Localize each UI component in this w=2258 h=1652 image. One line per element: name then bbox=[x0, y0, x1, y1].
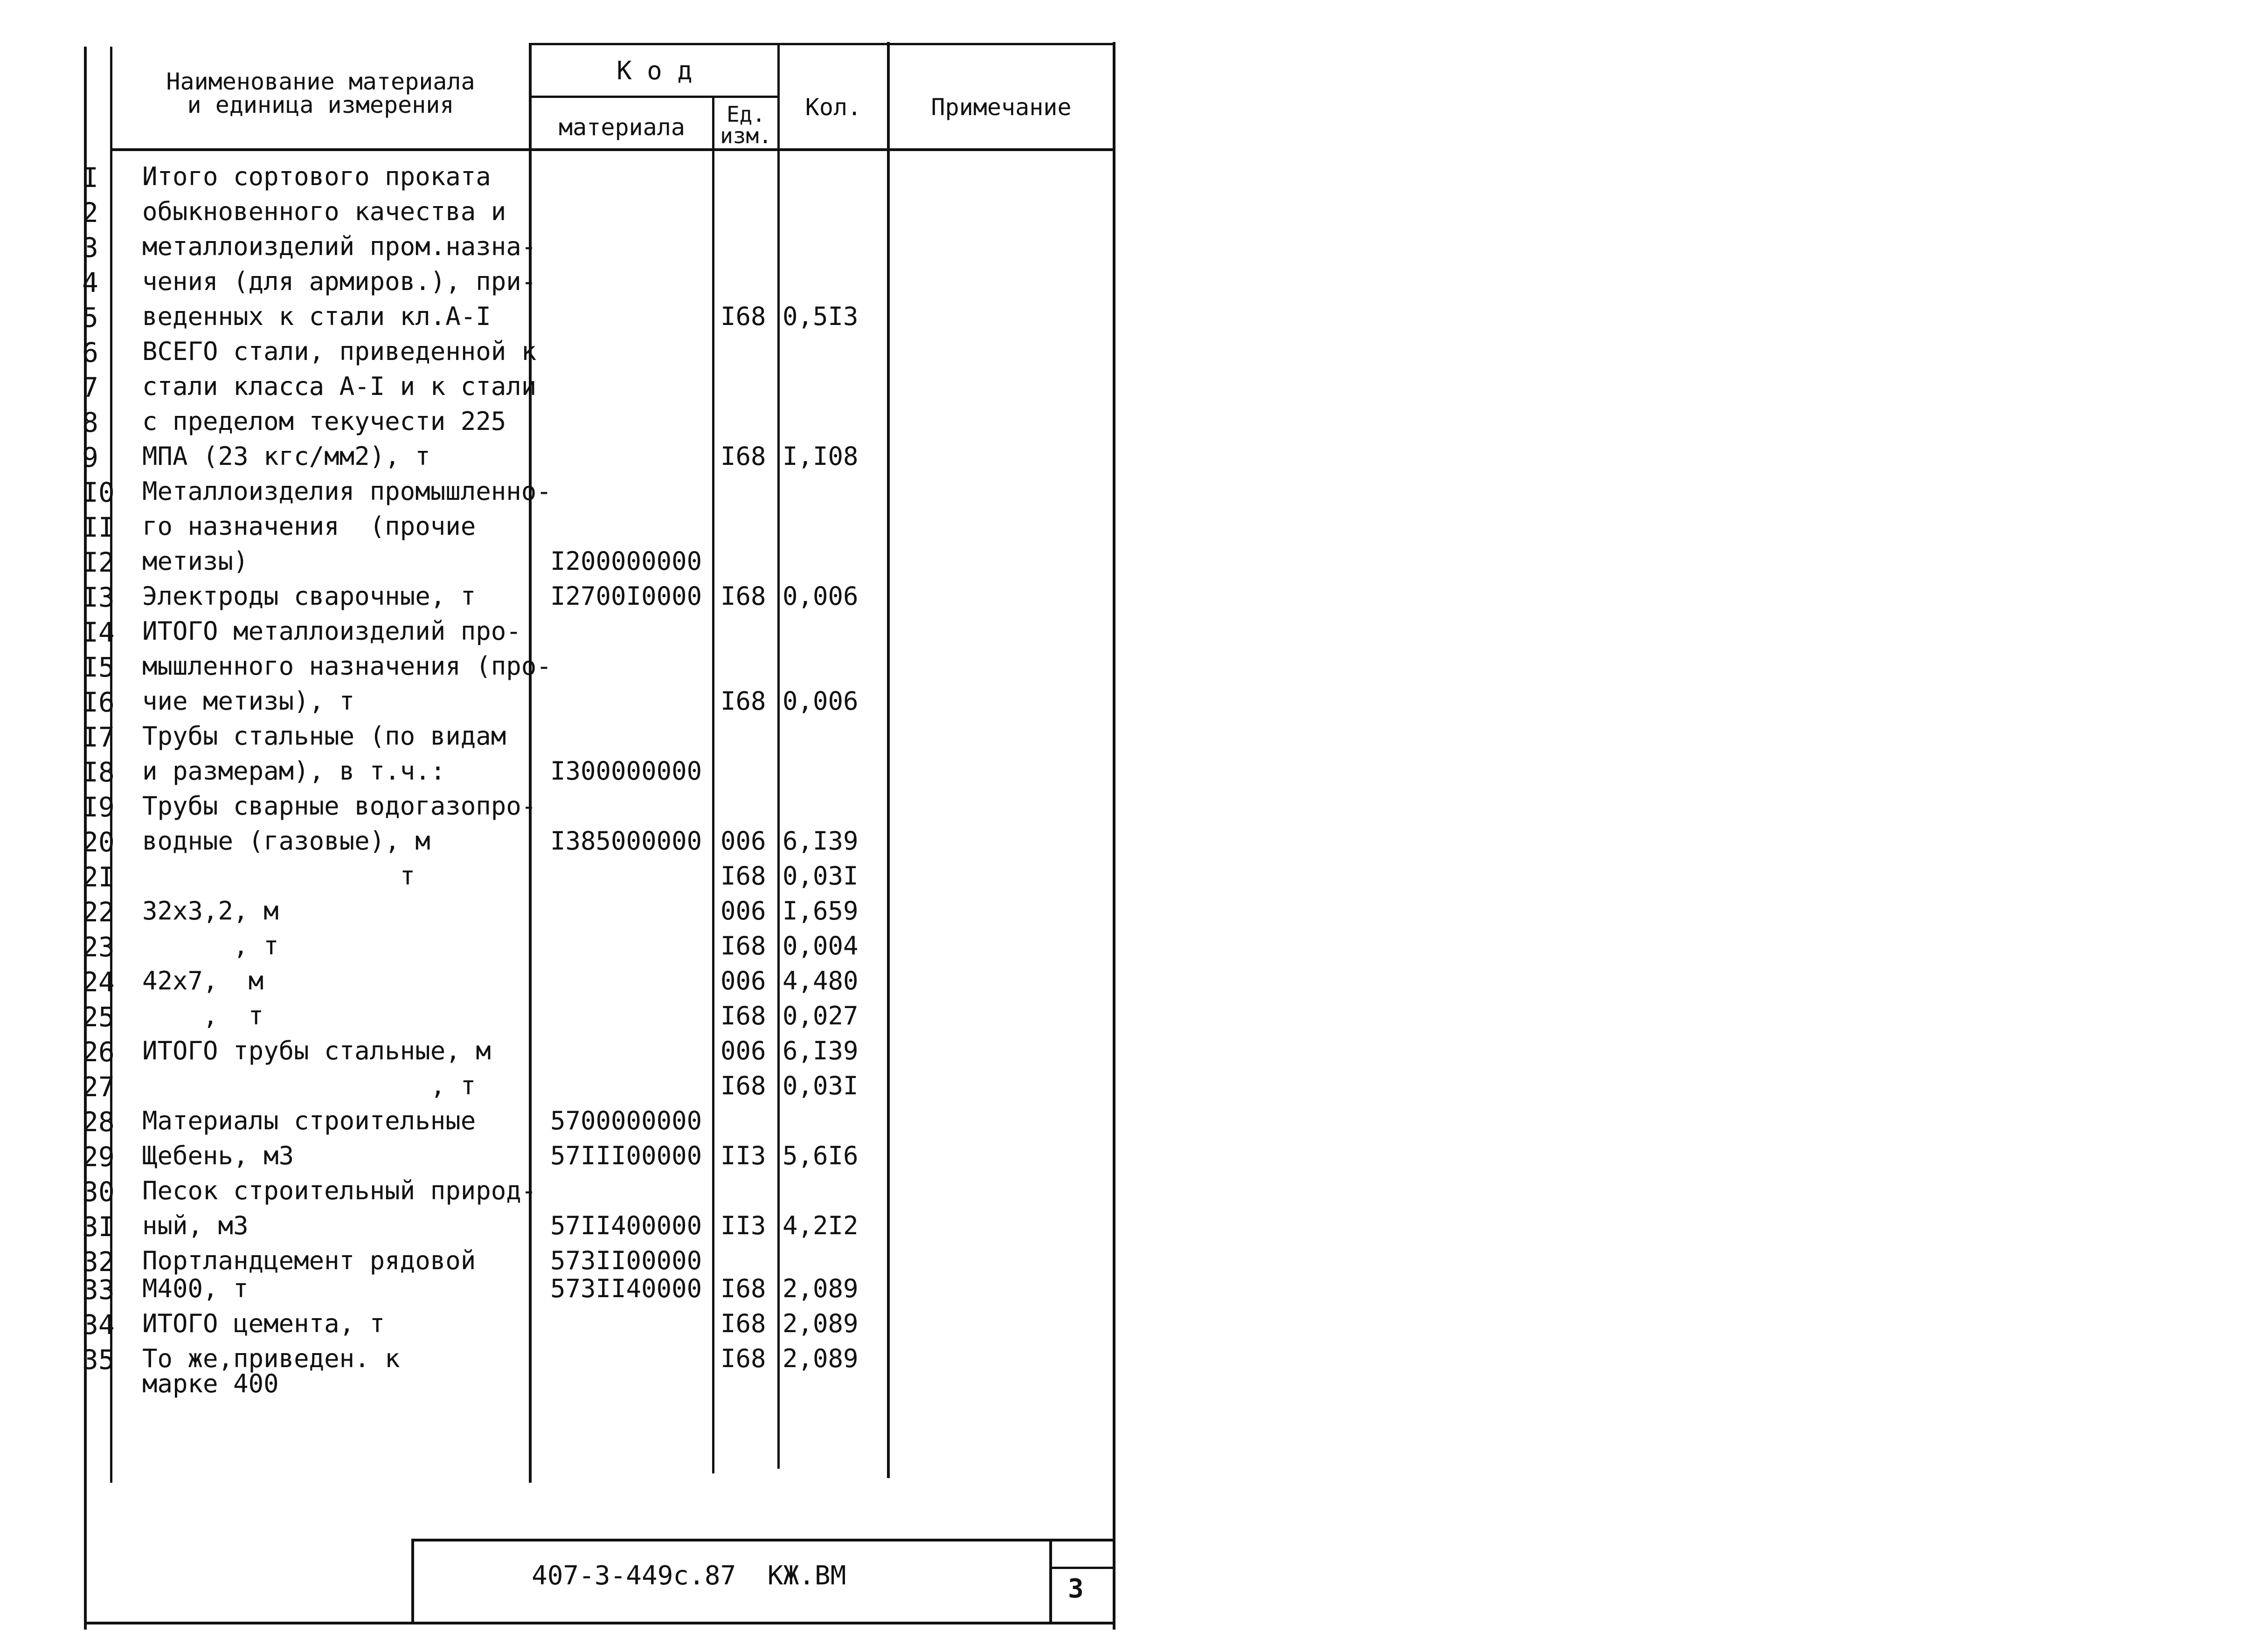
material-name: , т bbox=[142, 1071, 476, 1100]
quantity-value: 0,5I3 bbox=[783, 302, 859, 331]
row-number: 6 bbox=[82, 337, 98, 368]
quantity-value: 0,027 bbox=[783, 1001, 859, 1030]
sheet-number: 3 bbox=[1068, 1574, 1084, 1604]
unit-code: 006 bbox=[720, 1036, 766, 1065]
frame-top-line bbox=[529, 43, 1115, 45]
row-number: 24 bbox=[82, 966, 115, 998]
row-number: 20 bbox=[82, 826, 115, 858]
quantity-value: 6,I39 bbox=[783, 826, 859, 856]
code-col-divider bbox=[712, 98, 714, 1473]
row-number: 3 bbox=[82, 232, 98, 263]
unit-code: I68 bbox=[720, 302, 766, 331]
material-code: I300000000 bbox=[550, 756, 702, 786]
unit-code: I68 bbox=[720, 686, 766, 716]
quantity-value: 0,03I bbox=[783, 1071, 859, 1100]
unit-code: I68 bbox=[720, 442, 766, 471]
qty-col-divider bbox=[887, 42, 890, 1478]
material-name: Электроды сварочные, т bbox=[142, 581, 476, 611]
header-name-column: Наименование материала и единица измерения bbox=[166, 68, 475, 118]
material-name: стали класса А-I и к стали bbox=[142, 372, 537, 401]
row-number: 30 bbox=[82, 1176, 115, 1208]
material-name: чения (для армиров.), при- bbox=[142, 267, 537, 296]
row-number: I bbox=[82, 162, 98, 194]
row-number: I6 bbox=[82, 686, 115, 718]
unit-code: I68 bbox=[720, 1001, 766, 1030]
material-name: Металлоизделия промышленно- bbox=[142, 477, 552, 506]
row-number: 8 bbox=[82, 407, 98, 438]
row-number: 34 bbox=[82, 1309, 115, 1341]
row-number: 35 bbox=[82, 1344, 115, 1376]
material-name: 42х7, м bbox=[142, 966, 264, 995]
material-name: обыкновенного качества и bbox=[142, 197, 506, 226]
row-number: 29 bbox=[82, 1141, 115, 1173]
material-name: Трубы стальные (по видам bbox=[142, 721, 506, 751]
stamp-top-line bbox=[413, 1539, 1115, 1541]
header-code-unit: Ед. изм. bbox=[720, 102, 772, 148]
material-name: ИТОГО металлоизделий про- bbox=[142, 616, 521, 646]
unit-code: I68 bbox=[720, 581, 766, 611]
material-name: Щебень, м3 bbox=[142, 1141, 294, 1170]
quantity-value: 0,006 bbox=[783, 686, 859, 716]
row-number: II bbox=[82, 511, 115, 543]
row-number: I2 bbox=[82, 546, 115, 578]
material-name: То же,приведен. к марке 400 bbox=[142, 1344, 400, 1398]
frame-right-line bbox=[1113, 42, 1115, 1630]
quantity-value: 0,006 bbox=[783, 581, 859, 611]
stamp-left-line bbox=[411, 1539, 414, 1624]
row-number: 22 bbox=[82, 896, 115, 928]
material-code: 57II400000 bbox=[550, 1211, 702, 1240]
material-name: металлоизделий пром.назна- bbox=[142, 232, 537, 261]
unit-code: I68 bbox=[720, 861, 766, 891]
row-number: 3I bbox=[82, 1211, 115, 1243]
material-name: , т bbox=[142, 1001, 264, 1030]
material-name: метизы) bbox=[142, 546, 249, 576]
material-name: веденных к стали кл.А-I bbox=[142, 302, 491, 331]
row-number: I7 bbox=[82, 721, 115, 753]
quantity-value: 4,480 bbox=[783, 966, 859, 995]
sheet-box-inner-line bbox=[1051, 1567, 1115, 1569]
quantity-value: I,659 bbox=[783, 896, 859, 926]
unit-code: II3 bbox=[720, 1141, 766, 1170]
material-code: I200000000 bbox=[550, 546, 702, 576]
header-code-material: материала bbox=[559, 114, 685, 141]
row-number: 28 bbox=[82, 1106, 115, 1138]
row-number: 2 bbox=[82, 197, 98, 228]
row-number: 33 bbox=[82, 1274, 115, 1306]
row-number: 7 bbox=[82, 372, 98, 403]
quantity-value: 2,089 bbox=[783, 1309, 859, 1338]
unit-col-divider bbox=[777, 44, 780, 1469]
unit-code: 006 bbox=[720, 896, 766, 926]
material-name: , т bbox=[142, 931, 279, 961]
material-name: М400, т bbox=[142, 1274, 249, 1303]
material-name: с пределом текучести 225 bbox=[142, 407, 506, 436]
material-code: 573II40000 bbox=[550, 1274, 702, 1303]
material-name: и размерам), в т.ч.: bbox=[142, 756, 446, 786]
unit-code: II3 bbox=[720, 1211, 766, 1240]
material-name: МПА (23 кгс/мм2), т bbox=[142, 442, 430, 471]
row-number: 23 bbox=[82, 931, 115, 963]
frame-bottom-line bbox=[84, 1622, 1115, 1624]
quantity-value: 2,089 bbox=[783, 1274, 859, 1303]
header-quantity: Кол. bbox=[805, 94, 862, 121]
unit-code: I68 bbox=[720, 1071, 766, 1100]
material-code: 57III00000 bbox=[550, 1141, 702, 1170]
material-name: ный, м3 bbox=[142, 1211, 249, 1240]
material-code: I2700I0000 bbox=[550, 581, 702, 611]
row-number: I5 bbox=[82, 651, 115, 683]
document-designation: 407-3-449с.87 КЖ.ВМ bbox=[532, 1561, 846, 1591]
row-number: I9 bbox=[82, 791, 115, 823]
material-name: Материалы строительные bbox=[142, 1106, 476, 1135]
quantity-value: 4,2I2 bbox=[783, 1211, 859, 1240]
header-bottom-line bbox=[110, 148, 1115, 151]
unit-code: I68 bbox=[720, 1344, 766, 1373]
row-number: 2I bbox=[82, 861, 115, 893]
quantity-value: 5,6I6 bbox=[783, 1141, 859, 1170]
unit-code: 006 bbox=[720, 826, 766, 856]
unit-code: I68 bbox=[720, 1309, 766, 1338]
row-number: 5 bbox=[82, 302, 98, 333]
material-name: ИТОГО цемента, т bbox=[142, 1309, 385, 1338]
unit-code: I68 bbox=[720, 931, 766, 961]
material-name: Итого сортового проката bbox=[142, 162, 491, 191]
row-number: I0 bbox=[82, 477, 115, 508]
row-number: 32 bbox=[82, 1246, 115, 1278]
material-code: I385000000 bbox=[550, 826, 702, 856]
material-name: т bbox=[142, 861, 416, 891]
quantity-value: 0,03I bbox=[783, 861, 859, 891]
sheet-box-left-line bbox=[1049, 1539, 1052, 1624]
material-code: 5700000000 bbox=[550, 1106, 702, 1135]
material-name: 32х3,2, м bbox=[142, 896, 279, 926]
row-number: I4 bbox=[82, 616, 115, 648]
header-note: Примечание bbox=[931, 94, 1072, 121]
row-number: 25 bbox=[82, 1001, 115, 1033]
material-name: ВСЕГО стали, приведенной к bbox=[142, 337, 537, 366]
row-number: 4 bbox=[82, 267, 98, 298]
quantity-value: 0,004 bbox=[783, 931, 859, 961]
quantity-value: 6,I39 bbox=[783, 1036, 859, 1065]
quantity-value: 2,089 bbox=[783, 1344, 859, 1373]
header-code-group: К о д bbox=[616, 56, 693, 85]
material-name: чие метизы), т bbox=[142, 686, 355, 716]
material-name: Трубы сварные водогазопро- bbox=[142, 791, 537, 821]
material-name: го назначения (прочие bbox=[142, 511, 476, 541]
material-name: водные (газовые), м bbox=[142, 826, 430, 856]
row-number: 27 bbox=[82, 1071, 115, 1103]
material-name: Портландцемент рядовой bbox=[142, 1246, 476, 1275]
quantity-value: I,I08 bbox=[783, 442, 859, 471]
row-number: I8 bbox=[82, 756, 115, 788]
material-code: 573II00000 bbox=[550, 1246, 702, 1275]
row-number: 9 bbox=[82, 442, 98, 473]
row-number: I3 bbox=[82, 581, 115, 613]
row-number: 26 bbox=[82, 1036, 115, 1068]
unit-code: I68 bbox=[720, 1274, 766, 1303]
unit-code: 006 bbox=[720, 966, 766, 995]
material-name: ИТОГО трубы стальные, м bbox=[142, 1036, 491, 1065]
material-name: Песок строительный природ- bbox=[142, 1176, 537, 1205]
code-subheader-line bbox=[529, 96, 777, 98]
material-name: мышленного назначения (про- bbox=[142, 651, 552, 681]
